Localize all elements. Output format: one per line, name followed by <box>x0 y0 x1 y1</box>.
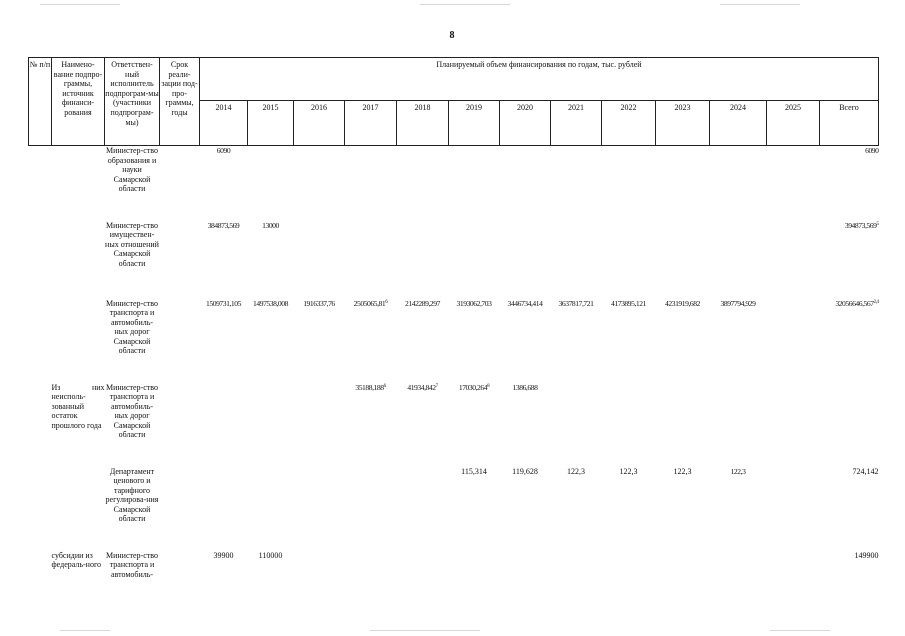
row-term <box>160 221 200 299</box>
scan-artifact-bottom-left <box>60 630 110 631</box>
value-2017 <box>345 146 397 221</box>
row-responsible: Министер-ство транспорта и автомобиль-ных дорог Самарской области <box>106 298 158 356</box>
header-year-2024: 2024 <box>710 101 767 146</box>
scan-artifact-top-left <box>40 4 120 5</box>
value-total <box>820 551 879 599</box>
value-2019 <box>449 146 500 221</box>
header-term: Срок реали-зации под-про-граммы, годы <box>160 58 200 146</box>
financing-table <box>28 57 879 599</box>
value-2015 <box>248 146 294 221</box>
value-2019: 3193062,703 <box>456 298 492 308</box>
header-year-2019: 2019 <box>449 101 500 146</box>
value-2014: 39900 <box>213 550 234 560</box>
scan-artifact-bottom-right <box>770 630 830 631</box>
value-2023 <box>656 383 710 467</box>
total-text: 6090 <box>865 146 879 155</box>
row-term <box>160 146 200 221</box>
value-2025 <box>767 551 820 599</box>
value-2021: 122,3 <box>567 466 585 476</box>
row-term <box>160 299 200 383</box>
row-name <box>52 383 105 467</box>
value-2025 <box>767 383 820 467</box>
value-2018 <box>397 146 449 221</box>
header-year-2020: 2020 <box>500 101 551 146</box>
value-2014 <box>200 383 248 467</box>
row-name-rest: неисполь-зованный остаток прошлого года <box>51 392 102 430</box>
row-num <box>29 221 52 299</box>
value-2017 <box>345 383 397 467</box>
value-2023: 4231919,682 <box>665 298 700 308</box>
value-2019 <box>449 383 500 467</box>
value-2018: 2142289,297 <box>405 298 440 308</box>
value-2017 <box>345 299 397 383</box>
header-year-2015: 2015 <box>248 101 294 146</box>
header-year-2022: 2022 <box>602 101 656 146</box>
total-text: 724,142 <box>852 466 879 476</box>
value-2023 <box>656 221 710 299</box>
value-total <box>820 299 879 383</box>
row-num <box>29 551 52 599</box>
header-year-2018: 2018 <box>397 101 449 146</box>
scan-artifact-top-mid <box>420 4 510 5</box>
value-2016 <box>294 221 345 299</box>
row-term <box>160 467 200 551</box>
value-2016 <box>294 467 345 551</box>
value-2014: 6090 <box>216 146 231 155</box>
row-responsible: Министер-ство имуществен-ных отношений Самарской области <box>105 220 159 268</box>
value-2022: 4173895,121 <box>611 298 646 308</box>
value-2025 <box>767 299 820 383</box>
row-name-word-2: них <box>91 382 105 392</box>
value-2025 <box>767 467 820 551</box>
value-2021: 3637817,721 <box>558 298 594 308</box>
table-row <box>29 146 879 221</box>
value-2023: 122,3 <box>673 466 692 476</box>
value-text: 41934,842 <box>407 382 436 392</box>
total-footnote: 2,4 <box>873 299 879 305</box>
value-2019 <box>449 221 500 299</box>
row-name <box>52 299 105 383</box>
row-term <box>160 383 200 467</box>
value-2015: 13000 <box>262 220 279 230</box>
header-year-2014: 2014 <box>200 101 248 146</box>
value-2018 <box>397 551 449 599</box>
value-2024: 122,3 <box>730 466 746 476</box>
header-name: Наимено-вание подпро-граммы, источник финанси-рования <box>52 58 105 146</box>
header-total: Всего <box>820 101 879 146</box>
header-num: № п/п <box>29 58 52 146</box>
total-text: 394873,569 <box>844 220 877 230</box>
value-2018 <box>397 383 449 467</box>
row-responsible: Департамент ценового и тарифного регулирова-ния Самарской области <box>105 466 159 524</box>
value-2022 <box>602 146 656 221</box>
value-footnote: 8 <box>487 383 490 389</box>
value-2022 <box>602 551 656 599</box>
value-2024: 3897794,929 <box>720 298 756 308</box>
value-footnote: 7 <box>435 383 438 389</box>
value-2016 <box>294 146 345 221</box>
value-2025 <box>767 146 820 221</box>
value-2025 <box>767 221 820 299</box>
header-year-2017: 2017 <box>345 101 397 146</box>
value-2014 <box>200 467 248 551</box>
row-responsible: Министер-ство образования и науки Самарской области <box>106 146 158 194</box>
value-total <box>820 221 879 299</box>
row-name <box>52 146 105 221</box>
value-2020: 3446734,414 <box>507 298 543 308</box>
value-2023 <box>656 551 710 599</box>
value-2024 <box>710 146 767 221</box>
header-year-2016: 2016 <box>294 101 345 146</box>
value-2024 <box>710 221 767 299</box>
header-year-2021: 2021 <box>551 101 602 146</box>
value-2020: 119,628 <box>512 466 538 476</box>
value-2015: 1497538,008 <box>253 298 288 308</box>
value-2021 <box>551 551 602 599</box>
value-footnote: 6 <box>383 383 386 389</box>
value-2022: 122,3 <box>619 466 638 476</box>
scan-artifact-bottom-mid <box>370 630 480 631</box>
value-2022 <box>602 221 656 299</box>
value-footnote: 6 <box>385 299 388 305</box>
total-text: 32056646,567 <box>835 298 874 308</box>
value-2024 <box>710 551 767 599</box>
scan-artifact-top-right <box>720 4 800 5</box>
table-row <box>29 467 879 551</box>
row-num <box>29 383 52 467</box>
table-row <box>29 383 879 467</box>
value-2017 <box>345 221 397 299</box>
value-2022 <box>602 383 656 467</box>
value-2020 <box>500 551 551 599</box>
page-number: 8 <box>449 30 455 41</box>
value-2018 <box>397 221 449 299</box>
row-responsible: Министер-ство транспорта и автомобиль-ных дорог Самарской области <box>106 382 158 440</box>
value-total <box>820 467 879 551</box>
value-2021 <box>551 383 602 467</box>
value-total <box>820 383 879 467</box>
value-2017 <box>345 467 397 551</box>
table-row <box>29 221 879 299</box>
value-2015: 110000 <box>258 550 283 560</box>
value-total <box>820 146 879 221</box>
value-2023 <box>656 146 710 221</box>
value-2015 <box>248 383 294 467</box>
header-year-2023: 2023 <box>656 101 710 146</box>
row-name <box>52 221 105 299</box>
total-footnote: 5 <box>876 221 879 227</box>
row-num <box>29 146 52 221</box>
row-name-word-1: Из <box>51 382 61 392</box>
value-2024 <box>710 383 767 467</box>
header-responsible: Ответствен-ный исполнитель подпрограм-мы (участники подпрограм-мы) <box>105 58 160 146</box>
value-2014: 384873,569 <box>207 220 240 230</box>
value-2020 <box>500 221 551 299</box>
table-row <box>29 551 879 599</box>
table-row <box>29 299 879 383</box>
value-2015 <box>248 467 294 551</box>
row-num <box>29 467 52 551</box>
value-2014: 1509731,105 <box>206 298 241 308</box>
header-financing: Планируемый объем финансирования по годам, тыс. рублей <box>200 58 879 101</box>
value-2019: 115,314 <box>461 466 487 476</box>
value-2021 <box>551 146 602 221</box>
row-term <box>160 551 200 599</box>
value-2020 <box>500 146 551 221</box>
row-responsible: Министер-ство транспорта и автомобиль- <box>106 550 158 579</box>
row-name <box>52 467 105 551</box>
value-2016: 1916337,76 <box>303 298 335 308</box>
value-2018 <box>397 467 449 551</box>
header-year-2025: 2025 <box>767 101 820 146</box>
value-2021 <box>551 221 602 299</box>
value-text: 2505065,81 <box>353 298 386 308</box>
value-2016 <box>294 383 345 467</box>
value-text: 35188,188 <box>355 382 384 392</box>
value-text: 17030,264 <box>458 382 488 392</box>
value-2020: 1386,688 <box>512 382 538 392</box>
row-num <box>29 299 52 383</box>
value-2017 <box>345 551 397 599</box>
total-text: 149900 <box>854 550 879 560</box>
value-2019 <box>449 551 500 599</box>
row-name: субсидии из федераль-ного <box>51 550 102 570</box>
value-2016 <box>294 551 345 599</box>
